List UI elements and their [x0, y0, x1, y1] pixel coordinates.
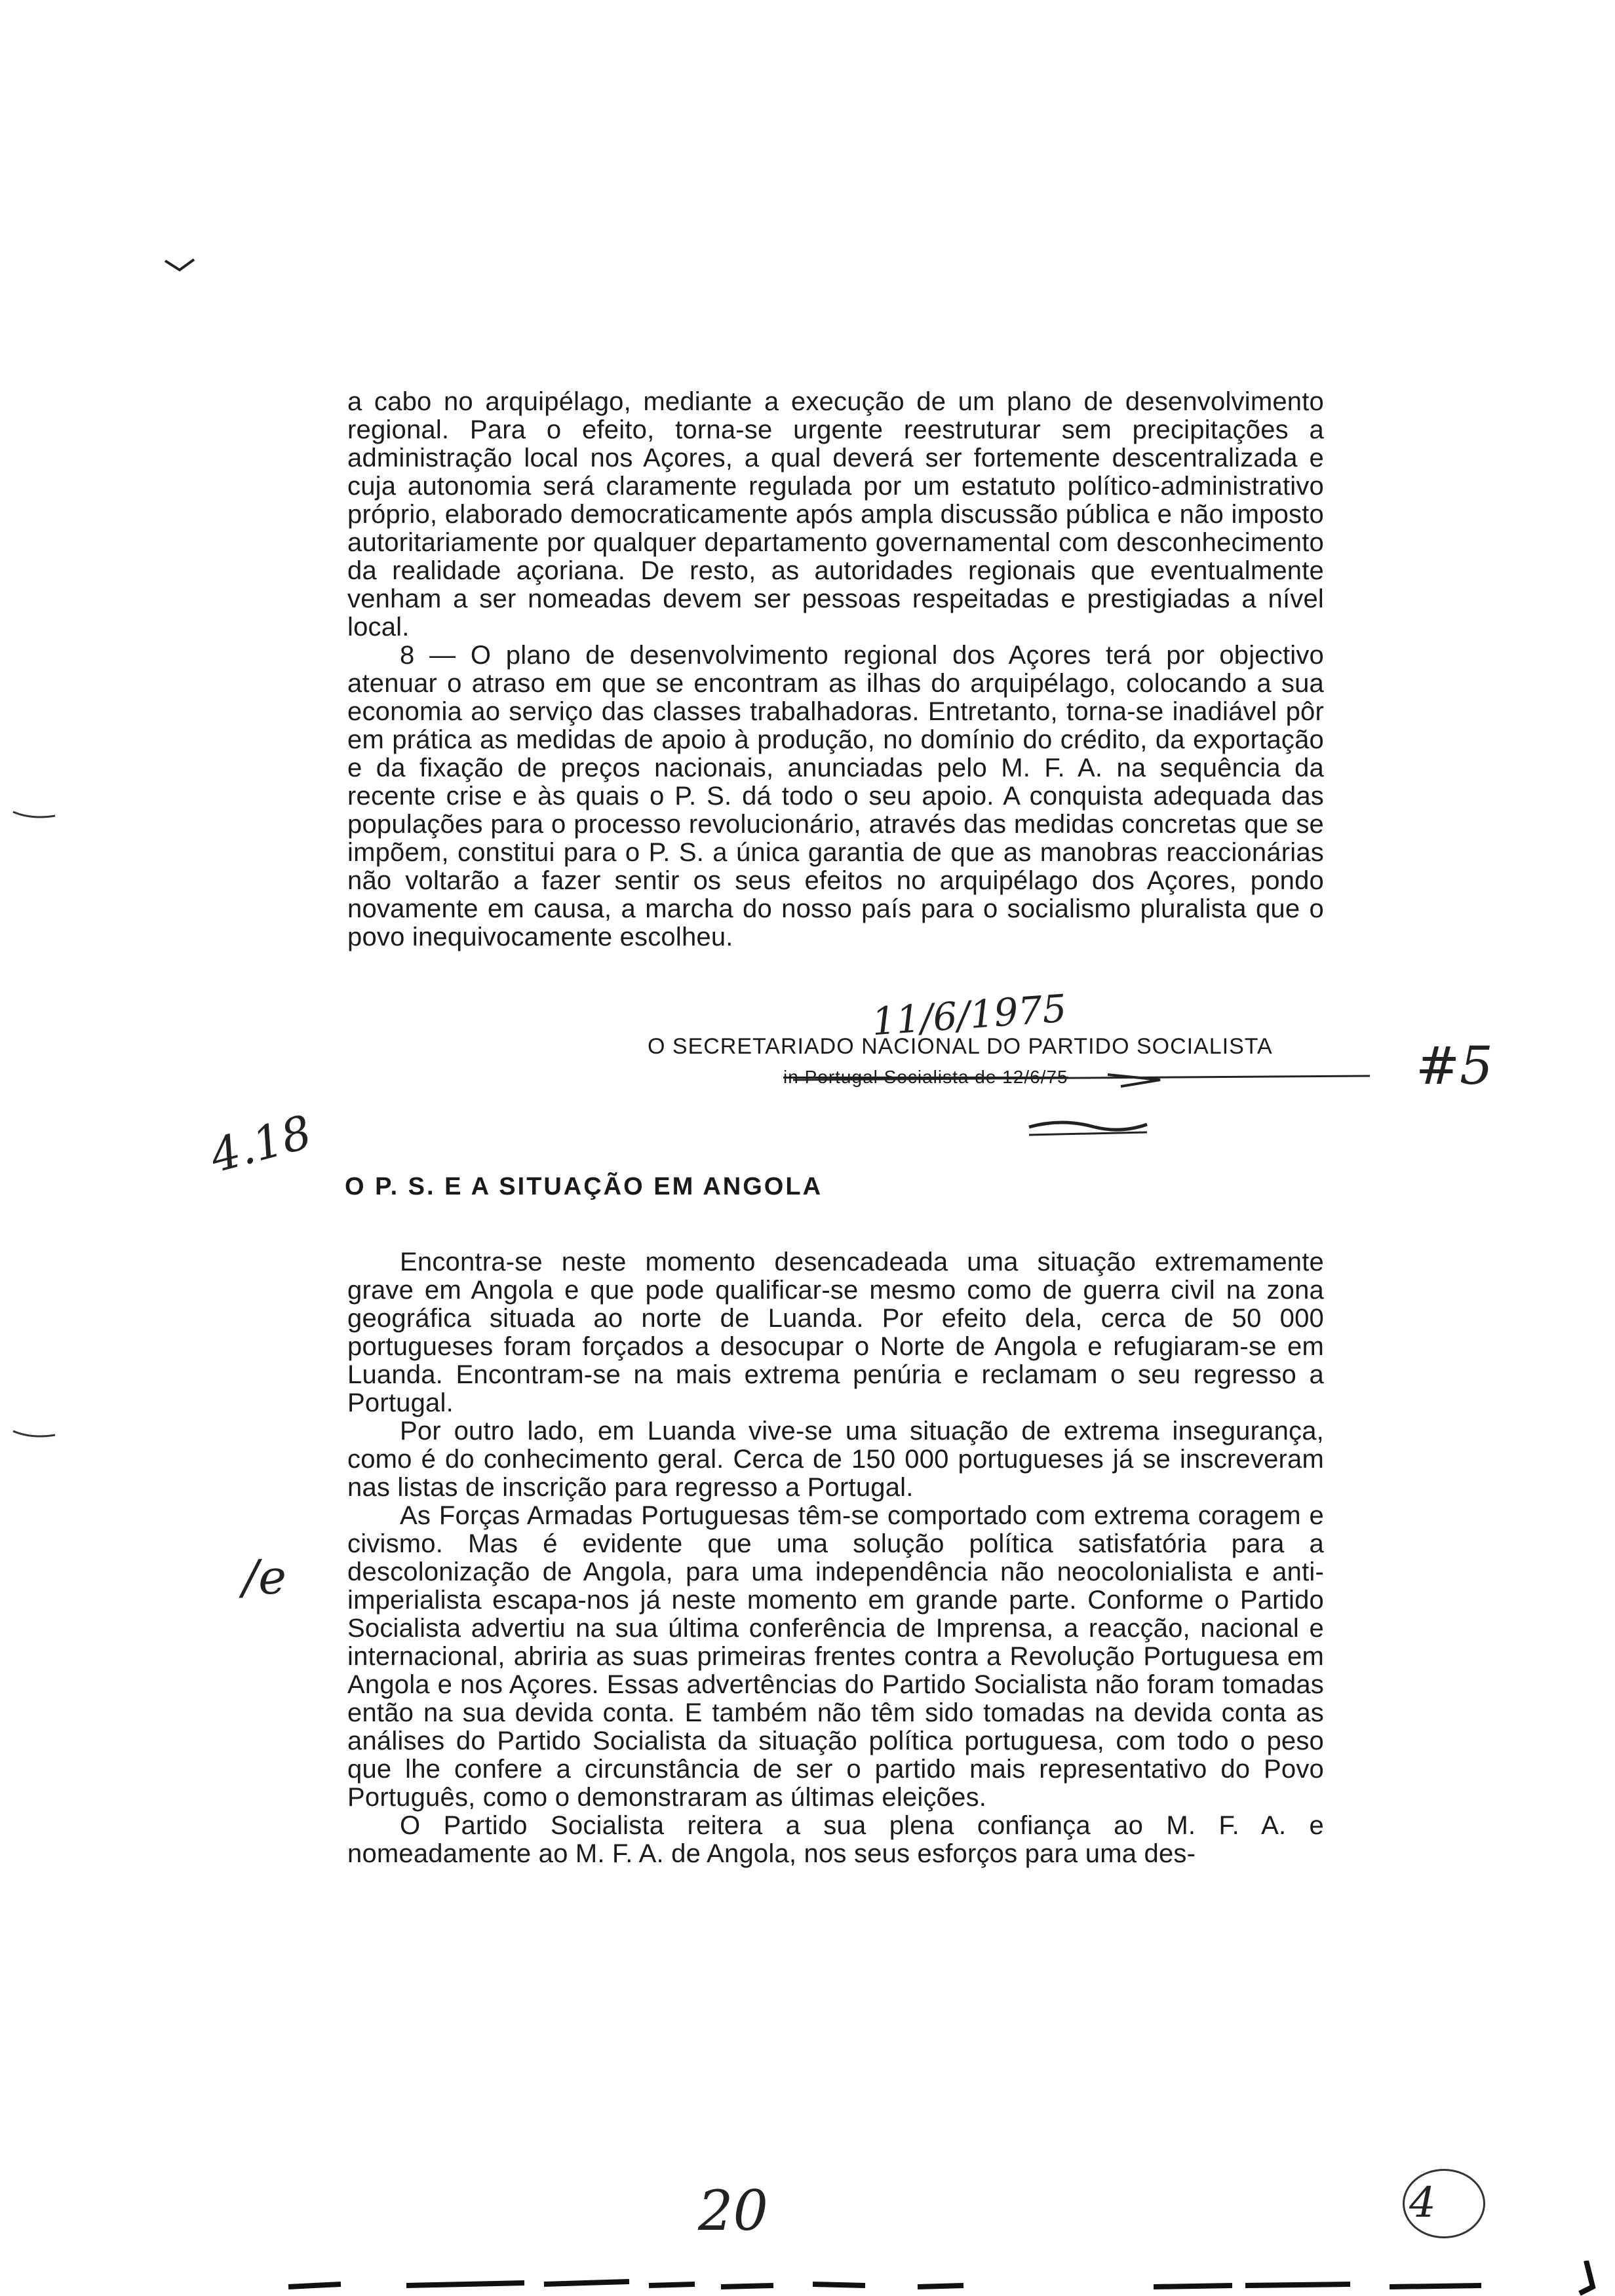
margin-tick-1	[12, 809, 58, 822]
text-block-acores	[347, 388, 1324, 951]
handwritten-corner-number: 4	[1409, 2179, 1436, 2227]
text-block-angola	[347, 1248, 1324, 1868]
paragraph-angola-4: O Partido Socialista reitera a sua plena confiança ao M. F. A. e nomeadamente ao M. F. A. de Angola, nos seus esforços para uma des-	[347, 1811, 1324, 1868]
paragraph-acores-1: a cabo no arquipélago, mediante a execução de um plano de desenvolvimento regional. Para o efeito, torna-se urgente reestruturar sem precipitações a administração local nos Açores, a qual deverá ser fortemente descentralizada e cuja autonomia será claramente regulada por um estatuto político-administrativo próprio, elaborado democraticamente após ampla discussão pública e não imposto autoritariamente por qualquer departamento governamental com desconhecimento da realidade açoriana. De resto, as autoridades regionais que eventualmente venham a ser nomeadas devem ser pessoas respeitadas e prestigiadas a nível local.	[347, 387, 1324, 641]
signature-line: O SECRETARIADO NACIONAL DO PARTIDO SOCIALISTA	[648, 1034, 1273, 1059]
margin-tick-2	[12, 1428, 58, 1442]
stray-mark	[164, 256, 197, 275]
handwritten-date: 11/6/1975	[870, 985, 1068, 1044]
paragraph-angola-3: As Forças Armadas Portuguesas têm-se comportado com extrema coragem e civismo. Mas é evidente que uma solução política satisfatória para a descolonização de Angola, para uma independência não neocolonialista e anti-imperialista escapa-nos já neste momento em grande parte. Conforme o Partido Socialista advertiu na sua última conferência de Imprensa, a reacção, nacional e internacional, abriria as suas primeiras frentes contra a Revolução Portuguesa em Angola e nos Açores. Essas advertências do Partido Socialista não foram tomadas então na sua devida conta. E também não têm sido tomadas na devida conta as análises do Partido Socialista da situação política portuguesa, com todo o peso que lhe confere a circunstância de ser o partido mais representativo do Povo Português, como o demonstraram as últimas eleições.	[347, 1501, 1324, 1812]
handwritten-ref-margin: /e	[243, 1550, 286, 1605]
paragraph-angola-2: Por outro lado, em Luanda vive-se uma situação de extrema insegurança, como é do conhecimento geral. Cerca de 150 000 portugueses já se inscreveram nas listas de inscrição para regresso a Portugal.	[347, 1417, 1324, 1502]
handwritten-page-number: 20	[698, 2179, 768, 2243]
paragraph-angola-1: Encontra-se neste momento desencadeada uma situação extremamente grave em Angola e que pode qualificar-se mesmo como de guerra civil na zona geográfica situada ao norte de Luanda. Por efeito dela, cerca de 50 000 portugueses foram forçados a desocupar o Norte de Angola e refugiaram-se em Luanda. Encontram-se na mais extrema penúria e reclamam o seu regresso a Portugal.	[347, 1248, 1324, 1417]
paragraph-acores-2: 8 — O plano de desenvolvimento regional dos Açores terá por objectivo atenuar o atraso em que se encontram as ilhas do arquipélago, colocando a sua economia ao serviço das classes trabalhadoras. Entretanto, torna-se inadiável pôr em prática as medidas de apoio à produção, no domínio do crédito, da exportação e da fixação de preços nacionais, anunciadas pelo M. F. A. na sequência da recente crise e às quais o P. S. dá todo o seu apoio. A conquista adequada das populações para o processo revolucionário, através das medidas concretas que se impõem, constitui para o P. S. a única garantia de que as manobras reaccionárias não voltarão a fazer sentir os seus efeitos no arquipélago dos Açores, pondo novamente em causa, a marcha do nosso país para o socialismo pluralista que o povo inequivocamente escolheu.	[347, 641, 1324, 951]
strike-scribble	[754, 1062, 1383, 1147]
section-title: O P. S. E A SITUAÇÃO EM ANGOLA	[345, 1173, 823, 1200]
handwritten-hash-mark: #5	[1416, 1035, 1493, 1096]
scan-edge-noise	[0, 2261, 1615, 2296]
handwritten-ref-top: 4.18	[204, 1105, 317, 1183]
source-reference: in Portugal Socialista de 12/6/75	[783, 1067, 1068, 1087]
